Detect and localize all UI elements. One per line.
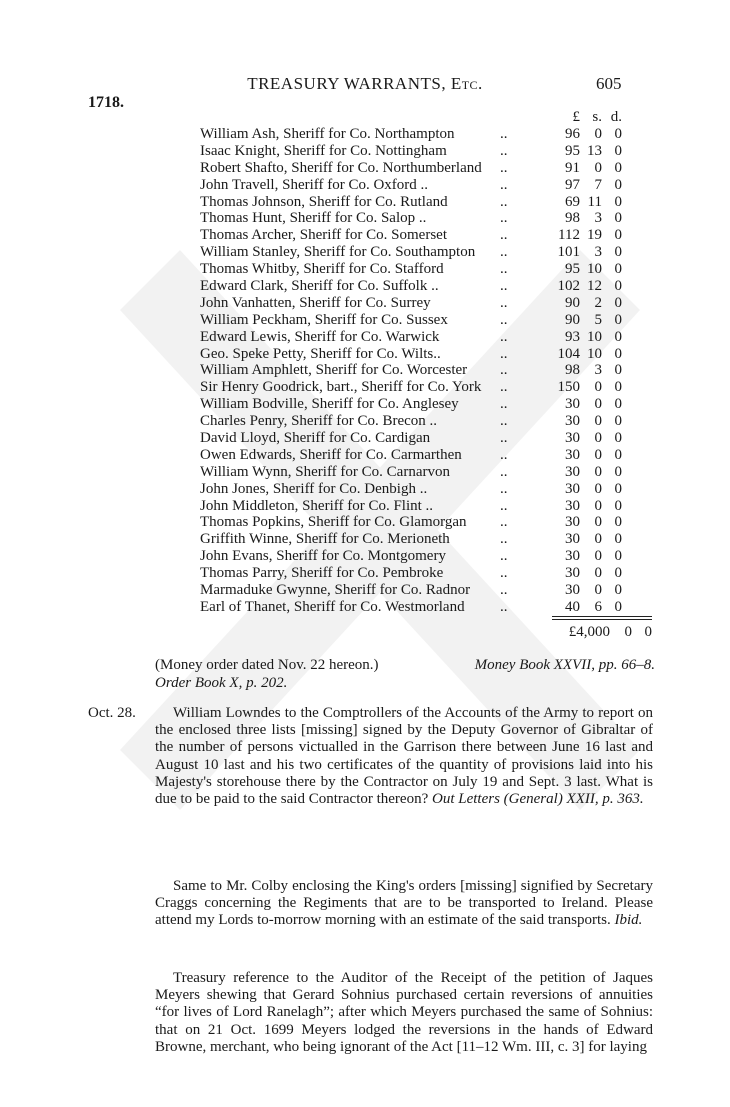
leader-dots: .. — [500, 278, 508, 295]
amount-pence: 0 — [614, 142, 622, 159]
total-shillings: 0 — [624, 624, 632, 640]
order-book-ref: Order Book X, p. 202. — [155, 675, 288, 691]
amount-shillings: 3 — [594, 362, 602, 379]
amount-pence: 0 — [614, 345, 622, 362]
leader-dots: .. — [500, 227, 508, 244]
ledger-row — [200, 396, 660, 413]
ledger-row — [200, 362, 660, 379]
amount-pounds: 95 — [565, 142, 580, 159]
amount-pounds: 30 — [565, 413, 580, 430]
leader-dots: .. — [500, 244, 508, 261]
amount-shillings: 10 — [587, 345, 602, 362]
amount-pence: 0 — [614, 598, 622, 615]
leader-dots: .. — [500, 531, 508, 548]
amount-pence: 0 — [614, 396, 622, 413]
amount-shillings: 19 — [587, 227, 602, 244]
amount-shillings: 6 — [594, 598, 602, 615]
amount-shillings: 0 — [594, 126, 602, 142]
amount-pounds: 30 — [565, 548, 580, 565]
ledger-row — [200, 531, 660, 548]
money-order-note — [155, 656, 655, 692]
money-book-ref: Money Book XXVII, pp. 66–8. — [474, 657, 655, 673]
amount-pence: 0 — [614, 193, 622, 210]
sheriff-name: John Travell, Sheriff for Co. Oxford .. — [200, 176, 429, 193]
amount-shillings: 0 — [594, 159, 602, 176]
amount-pence: 0 — [614, 582, 622, 599]
ledger-row — [200, 244, 660, 261]
amount-pence: 0 — [614, 531, 622, 548]
amount-pounds: 102 — [557, 278, 580, 295]
leader-dots: .. — [500, 193, 508, 210]
amount-shillings: 0 — [594, 497, 602, 514]
amount-pence: 0 — [614, 379, 622, 396]
amount-pence: 0 — [614, 514, 622, 531]
entry-paragraph — [155, 878, 653, 930]
amount-pence: 0 — [614, 463, 622, 480]
entry-text: Same to Mr. Colby enclosing the King's orders [missing] signified by Secretary Craggs concerning the Regiments that are to be transported to Ireland. Please attend my Lords to-morrow morning with an estimate of the said transports. — [155, 878, 653, 929]
entry-reference: Ibid. — [614, 912, 643, 929]
leader-dots: .. — [500, 497, 508, 514]
money-order-text: (Money order dated Nov. 22 hereon.) — [155, 657, 379, 673]
amount-shillings: 0 — [594, 514, 602, 531]
ledger-row — [200, 498, 660, 515]
ledger-row — [200, 346, 660, 363]
sheriff-name: John Middleton, Sheriff for Co. Flint .. — [200, 497, 434, 514]
amount-pence: 0 — [614, 446, 622, 463]
ledger-row — [200, 430, 660, 447]
amount-shillings: 2 — [594, 294, 602, 311]
entry-text: William Lowndes to the Comptrollers of the Accounts of the Army to report on the enclosed three lists [missing] signed by the Deputy Governor of Gibraltar of the number of persons victualled in the Garrison there between June 16 last and August 10 last and his two certificates of the quantity of provisions laid into his Majesty's storehouse there by the Contractor on July 19 and Sept. 3 last. What is due to be paid to the said Contractor thereon? — [155, 705, 653, 808]
amount-shillings: 10 — [587, 261, 602, 278]
leader-dots: .. — [500, 548, 508, 565]
entry-date: Oct. 28. — [88, 705, 136, 721]
leader-dots: .. — [500, 176, 508, 193]
amount-pence: 0 — [614, 548, 622, 565]
ledger-row — [200, 565, 660, 582]
amount-shillings: 0 — [594, 531, 602, 548]
amount-pence: 0 — [614, 227, 622, 244]
amount-pence: 0 — [614, 278, 622, 295]
ledger-row — [200, 514, 660, 531]
leader-dots: .. — [500, 379, 508, 396]
amount-shillings: 3 — [594, 210, 602, 227]
amount-pounds: 30 — [565, 446, 580, 463]
entry-paragraph — [155, 970, 653, 1056]
sheriff-name: Charles Penry, Sheriff for Co. Brecon .. — [200, 413, 438, 430]
amount-pence: 0 — [614, 430, 622, 447]
amount-pounds: 30 — [565, 463, 580, 480]
amount-shillings: 0 — [594, 379, 602, 396]
sheriff-name: Edward Clark, Sheriff for Co. Suffolk .. — [200, 278, 439, 295]
amount-pounds: 104 — [557, 345, 580, 362]
amount-pence: 0 — [614, 480, 622, 497]
amount-pounds: 93 — [565, 328, 580, 345]
year-marker: 1718. — [88, 94, 124, 111]
leader-dots: .. — [500, 126, 508, 142]
total-rule — [552, 619, 652, 620]
sheriff-name: David Lloyd, Sheriff for Co. Cardigan — [200, 430, 431, 447]
amount-pence: 0 — [614, 210, 622, 227]
ledger-row — [200, 481, 660, 498]
amount-shillings: 5 — [594, 311, 602, 328]
leader-dots: .. — [500, 362, 508, 379]
amount-pence: 0 — [614, 328, 622, 345]
amount-pounds: 30 — [565, 582, 580, 599]
amount-pence: 0 — [614, 176, 622, 193]
amount-shillings: 13 — [587, 142, 602, 159]
entry-text: Treasury reference to the Auditor of the Receipt of the petition of Jaques Meyers shewing that Gerard Sohnius purchased certain reversions of annuities “for lives of Lord Ranelagh”; after which Meyers purchased the same of Sohnius: that on 21 Oct. 1699 Meyers lodged the reversions in the hands of Edward Browne, merchant, who being ignorant of the Act [11–12 Wm. III, c. 3] for laying — [155, 970, 653, 1055]
amount-pounds: 97 — [565, 176, 580, 193]
sheriff-name: William Ash, Sheriff for Co. Northampton — [200, 126, 455, 142]
leader-dots: .. — [500, 430, 508, 447]
amount-shillings: 12 — [587, 278, 602, 295]
sheriff-name: Earl of Thanet, Sheriff for Co. Westmorland — [200, 598, 465, 615]
amount-pounds: 98 — [565, 362, 580, 379]
sheriff-name: Edward Lewis, Sheriff for Co. Warwick — [200, 328, 440, 345]
amount-shillings: 0 — [594, 396, 602, 413]
ledger-row — [200, 177, 660, 194]
sheriff-name: Thomas Parry, Sheriff for Co. Pembroke — [200, 565, 444, 582]
amount-pounds: 96 — [565, 126, 580, 142]
leader-dots: .. — [500, 328, 508, 345]
amount-pence: 0 — [614, 126, 622, 142]
ledger-row — [200, 413, 660, 430]
ledger-row — [200, 143, 660, 160]
amount-pence: 0 — [614, 159, 622, 176]
amount-pence: 0 — [614, 261, 622, 278]
amount-pence: 0 — [614, 413, 622, 430]
ledger-row — [200, 312, 660, 329]
total-rule — [552, 616, 652, 617]
sheriff-ledger — [200, 108, 660, 616]
amount-shillings: 0 — [594, 463, 602, 480]
amount-pounds: 30 — [565, 497, 580, 514]
sheriff-name: Thomas Whitby, Sheriff for Co. Stafford — [200, 261, 444, 278]
amount-pounds: 30 — [565, 430, 580, 447]
amount-pounds: 90 — [565, 311, 580, 328]
sheriff-name: William Bodville, Sheriff for Co. Anglesey — [200, 396, 459, 413]
leader-dots: .. — [500, 463, 508, 480]
amount-pounds: 98 — [565, 210, 580, 227]
leader-dots: .. — [500, 396, 508, 413]
amount-shillings: 0 — [594, 480, 602, 497]
leader-dots: .. — [500, 345, 508, 362]
sheriff-name: William Stanley, Sheriff for Co. Southampton — [200, 244, 476, 261]
ledger-row — [200, 261, 660, 278]
amount-pounds: 150 — [557, 379, 580, 396]
total-pounds: £4,000 — [568, 624, 610, 640]
sheriff-name: Marmaduke Gwynne, Sheriff for Co. Radnor — [200, 582, 471, 599]
amount-shillings: 0 — [594, 430, 602, 447]
sheriff-name: Thomas Popkins, Sheriff for Co. Glamorgan — [200, 514, 467, 531]
ledger-row — [200, 582, 660, 599]
leader-dots: .. — [500, 159, 508, 176]
amount-shillings: 0 — [594, 548, 602, 565]
amount-shillings: 0 — [594, 446, 602, 463]
amount-shillings: 0 — [594, 582, 602, 599]
amount-shillings: 0 — [594, 413, 602, 430]
amount-pounds: 95 — [565, 261, 580, 278]
leader-dots: .. — [500, 142, 508, 159]
leader-dots: .. — [500, 311, 508, 328]
sheriff-name: Thomas Johnson, Sheriff for Co. Rutland — [200, 193, 448, 210]
sheriff-name: William Amphlett, Sheriff for Co. Worcester — [200, 362, 468, 379]
sheriff-name: Geo. Speke Petty, Sheriff for Co. Wilts.. — [200, 345, 441, 362]
sheriff-name: Sir Henry Goodrick, bart., Sheriff for Co. York — [200, 379, 482, 396]
pence-header: d. — [610, 109, 622, 125]
sheriff-name: Isaac Knight, Sheriff for Co. Nottingham — [200, 142, 447, 159]
ledger-row — [200, 295, 660, 312]
ledger-row — [200, 227, 660, 244]
leader-dots: .. — [500, 413, 508, 430]
sheriff-name: Thomas Hunt, Sheriff for Co. Salop .. — [200, 210, 427, 227]
sheriff-name: John Jones, Sheriff for Co. Denbigh .. — [200, 480, 428, 497]
ledger-row — [200, 447, 660, 464]
ledger-header — [200, 108, 660, 126]
ledger-row — [200, 548, 660, 565]
amount-pence: 0 — [614, 294, 622, 311]
amount-pence: 0 — [614, 362, 622, 379]
total-pence: 0 — [644, 624, 652, 640]
page-number: 605 — [596, 74, 622, 93]
leader-dots: .. — [500, 598, 508, 615]
ledger-row — [200, 379, 660, 396]
amount-pounds: 101 — [557, 244, 580, 261]
amount-shillings: 0 — [594, 565, 602, 582]
amount-pounds: 112 — [558, 227, 580, 244]
sheriff-name: Owen Edwards, Sheriff for Co. Carmarthen — [200, 446, 462, 463]
sheriff-name: John Vanhatten, Sheriff for Co. Surrey — [200, 294, 431, 311]
leader-dots: .. — [500, 480, 508, 497]
leader-dots: .. — [500, 514, 508, 531]
ledger-row — [200, 599, 660, 616]
amount-pounds: 69 — [565, 193, 580, 210]
entry-paragraph — [155, 705, 653, 808]
amount-pounds: 90 — [565, 294, 580, 311]
sheriff-name: Thomas Archer, Sheriff for Co. Somerset — [200, 227, 447, 244]
leader-dots: .. — [500, 565, 508, 582]
leader-dots: .. — [500, 261, 508, 278]
ledger-row — [200, 160, 660, 177]
ledger-row — [200, 194, 660, 211]
amount-pounds: 30 — [565, 565, 580, 582]
ledger-row — [200, 126, 660, 143]
entry-reference: Out Letters (General) XXII, p. 363. — [432, 791, 644, 808]
sheriff-name: William Peckham, Sheriff for Co. Sussex — [200, 311, 448, 328]
sheriff-name: Griffith Winne, Sheriff for Co. Merioneth — [200, 531, 450, 548]
amount-pence: 0 — [614, 311, 622, 328]
amount-pence: 0 — [614, 565, 622, 582]
leader-dots: .. — [500, 294, 508, 311]
sheriff-name: Robert Shafto, Sheriff for Co. Northumberland — [200, 159, 482, 176]
amount-shillings: 7 — [594, 176, 602, 193]
amount-pounds: 30 — [565, 531, 580, 548]
leader-dots: .. — [500, 582, 508, 599]
amount-pence: 0 — [614, 497, 622, 514]
leader-dots: .. — [500, 210, 508, 227]
sheriff-name: John Evans, Sheriff for Co. Montgomery — [200, 548, 446, 565]
amount-shillings: 10 — [587, 328, 602, 345]
pounds-header: £ — [572, 109, 580, 125]
ledger-row — [200, 210, 660, 227]
sheriff-name: William Wynn, Sheriff for Co. Carnarvon — [200, 463, 450, 480]
amount-pence: 0 — [614, 244, 622, 261]
amount-pounds: 91 — [565, 159, 580, 176]
amount-shillings: 11 — [587, 193, 602, 210]
amount-shillings: 3 — [594, 244, 602, 261]
amount-pounds: 40 — [565, 598, 580, 615]
ledger-row — [200, 278, 660, 295]
running-title: TREASURY WARRANTS, Etc. — [247, 74, 483, 93]
ledger-row — [200, 329, 660, 346]
amount-pounds: 30 — [565, 396, 580, 413]
leader-dots: .. — [500, 446, 508, 463]
amount-pounds: 30 — [565, 480, 580, 497]
shillings-header: s. — [592, 109, 602, 125]
ledger-total — [552, 623, 652, 641]
amount-pounds: 30 — [565, 514, 580, 531]
ledger-row — [200, 464, 660, 481]
